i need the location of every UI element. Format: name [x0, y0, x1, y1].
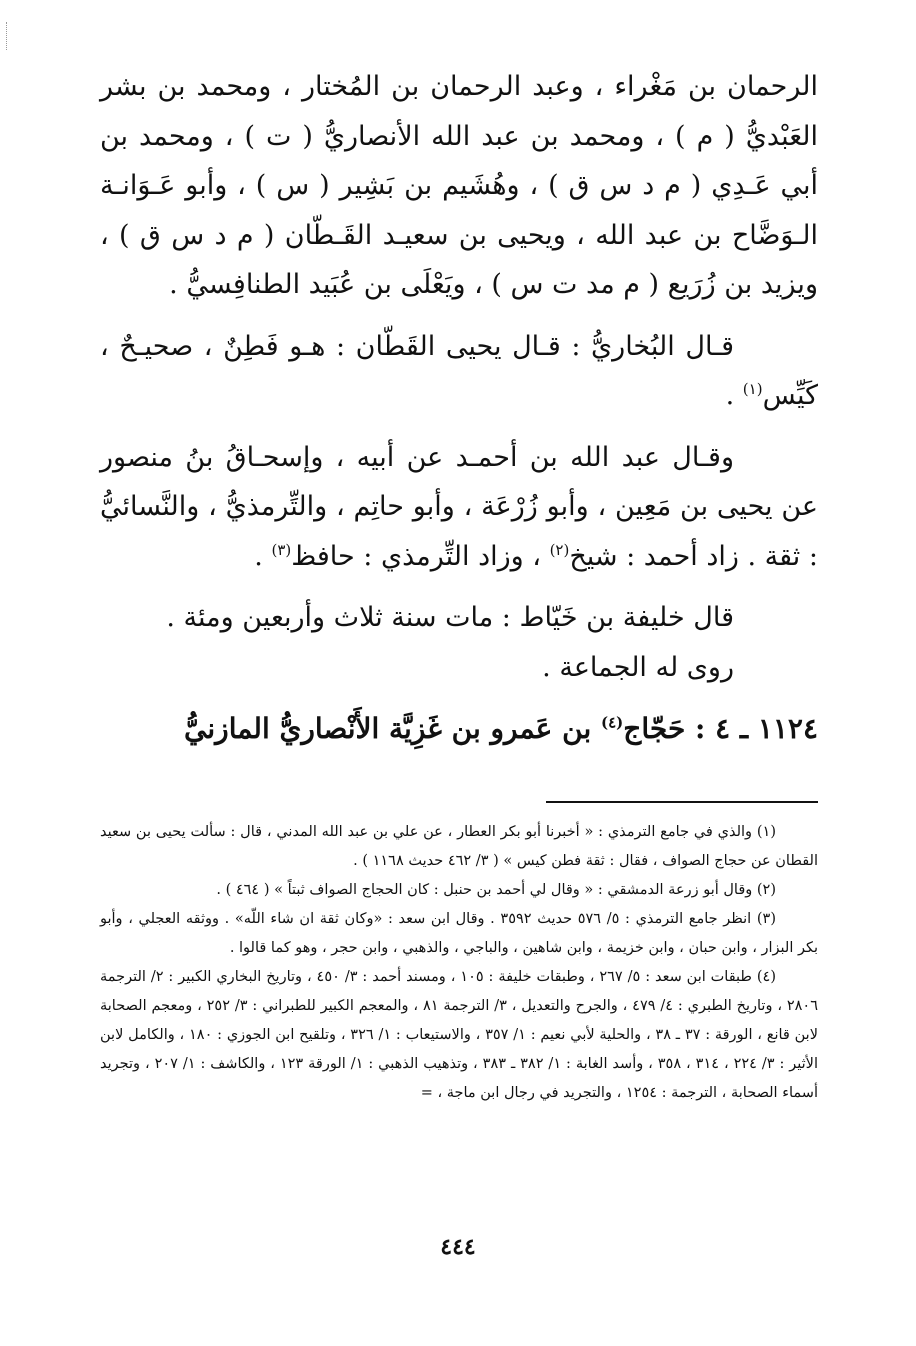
entry-heading-number: ١١٢٤ ـ ٤ : حَجّاج	[623, 712, 818, 745]
page-number: ٤٤٤	[440, 1234, 476, 1260]
footnote-ref-2: (٢)	[549, 540, 570, 559]
bukhari-quote-text: قـال البُخاريُّ : قـال يحيى القَطّان : هـو فَطِنٌ ، صحيـحٌ ، كَيِّس	[100, 330, 818, 411]
grading-text-a: وقـال عبد الله بن أحمـد عن أبيه ، وإسحـاقُ بنُ منصور عن يحيى بن مَعِين ، وأبو زُرْعَة ، وأبو حاتِم ، والتِّرمذيُّ ، والنَّسائيُّ : ثقة . زاد أحمد : شيخ	[100, 441, 818, 572]
entry-heading-name: بن عَمرو بن غَزِيَّة الأَنْصاريُّ المازنيُّ	[184, 712, 601, 745]
footnote-ref-3: (٣)	[271, 540, 292, 559]
grading-paragraph	[100, 433, 818, 582]
narrated-by-paragraph: روى له الجماعة .	[542, 651, 734, 683]
death-year-paragraph: قال خليفة بن خَيّاط : مات سنة ثلاث وأربعين ومئة .	[166, 602, 734, 633]
footnote-ref-1: (١)	[742, 380, 763, 398]
footnote-separator	[546, 801, 818, 803]
footnote-2: (٢) وقال أبو زرعة الدمشقي : « وقال لي أحمد بن حنبل : كان الحجاج الصواف ثبتاً » ( ٤٦٤ ) .	[216, 882, 776, 898]
narrators-paragraph: الرحمان بن مَغْراء ، وعبد الرحمان بن المُختار ، ومحمد بن بشر العَبْديُّ ( م ) ، ومحمد بن عبد الله الأنصاريُّ ( ت ) ، ومحمد بن أبي عَـدِي ( م د س ق ) ، وهُشَيم بن بَشِير ( س ) ، وأبو عَـوَانـة الـوَضَّاح بن عبد الله ، ويحيى بن سعيـد القَـطّان ( م د س ق ) ، ويزيد بن زُرَيع ( م مد ت س ) ، ويَعْلَى بن عُبَيد الطنافِسيُّ .	[100, 71, 818, 300]
grading-text-end: .	[254, 540, 272, 572]
footnote-4: (٤) طبقات ابن سعد : ٥/ ٢٦٧ ، وطبقات خليفة : ١٠٥ ، ومسند أحمد : ٣/ ٤٥٠ ، وتاريخ البخاري الكبير : ٢/ الترجمة ٢٨٠٦ ، وتاريخ الطبري : ٤/ ٤٧٩ ، والجرح والتعديل ، ٣/ الترجمة ٨١ ، والمعجم الكبير للطبراني : ٣/ ٢٥٢ ، ومعجم الصحابة لابن قانع ، الورقة : ٣٧ ـ ٣٨ ، والحلية لأبي نعيم : ١/ ٣٥٧ ، والاستيعاب : ١/ ٣٢٦ ، وتلقيح ابن الجوزي : ١٨٠ ، والكامل لابن الأثير : ٣/ ٢٢٤ ، ٣١٤ ، ٣٥٨ ، وأسد الغابة : ١/ ٣٨٢ ـ ٣٨٣ ، وتذهيب الذهبي : ١/ الورقة ١٢٣ ، والكاشف : ١/ ٢٠٧ ، وتجريد أسماء الصحابة ، الترجمة : ١٢٥٤ ، والتجريد في رجال ابن ماجة ، =	[100, 969, 819, 1101]
bukhari-quote-paragraph	[100, 322, 818, 421]
footnote-3: (٣) انظر جامع الترمذي : ٥/ ٥٧٦ حديث ٣٥٩٢ . وقال ابن سعد : «وكان ثقة ان شاء اللّه» . ووثقه العجلي ، وأبو بكر البزار ، وابن حبان ، وابن خزيمة ، وابن شاهين ، والباجي ، والذهبي ، وابن حجر ، وهو كما قالوا .	[100, 911, 818, 956]
footnotes	[100, 818, 818, 1108]
entry-heading	[100, 704, 818, 754]
grading-text-b: ، وزاد التِّرمذي : حافظ	[291, 540, 550, 572]
footnote-ref-4: (٤)	[600, 713, 624, 732]
bukhari-quote-end: .	[725, 380, 743, 411]
margin-mark	[6, 22, 9, 50]
footnote-1: (١) والذي في جامع الترمذي : « أخبرنا أبو بكر العطار ، عن علي بن عبد الله المدني ، قال : سألت يحيى بن سعيد القطان عن حجاج الصواف ، فقال : ثقة فطن كيس » ( ٣/ ٤٦٢ حديث ١١٦٨ ) .	[100, 824, 818, 869]
main-text	[100, 62, 818, 766]
